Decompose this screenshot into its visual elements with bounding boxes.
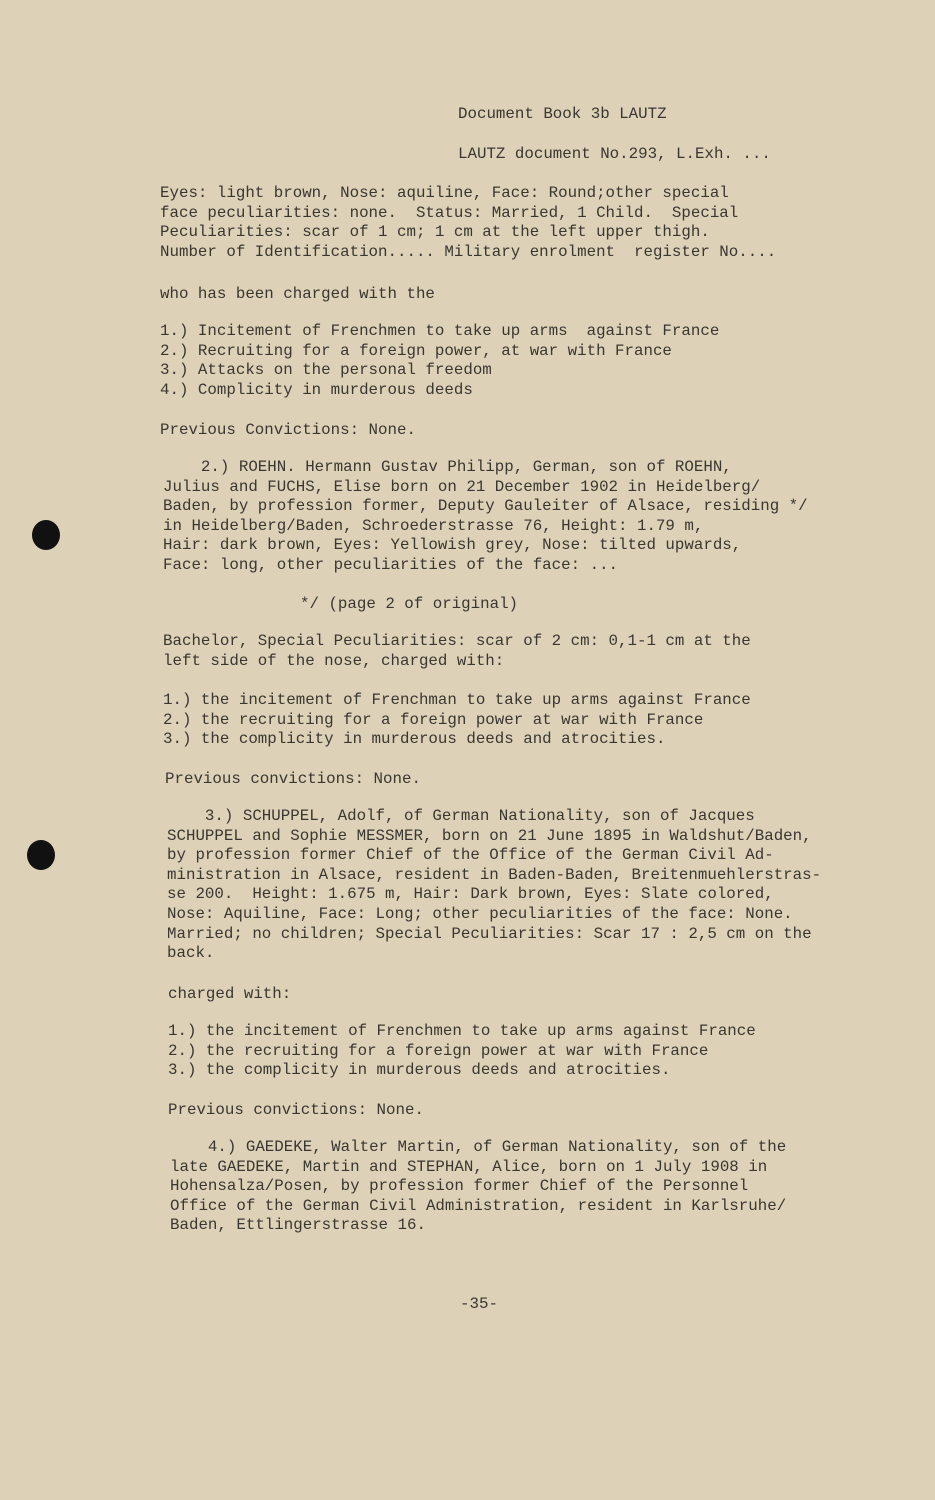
charges-list-1: 1.) Incitement of Frenchmen to take up arms against France 2.) Recruiting for a foreign power, at war with France 3.) Attacks on the personal freedom 4.) Complicity in murderous deeds <box>160 322 720 399</box>
charged-intro-3: charged with: <box>168 985 292 1003</box>
document-number: LAUTZ document No.293, L.Exh. ... <box>458 145 771 163</box>
paragraph-gaedeke: 4.) GAEDEKE, Walter Martin, of German Nationality, son of the late GAEDEKE, Martin and STEPHAN, Alice, born on 1 July 1908 in Hohensalza/Posen, by profession former Chief of the Personnel Office of the German Civil Administration, resident in Karlsruhe/ Baden, Ettlingerstrasse 16. <box>170 1138 787 1235</box>
charges-list-3: 1.) the incitement of Frenchmen to take up arms against France 2.) the recruiting for a foreign power at war with France 3.) the complicity in murderous deeds and atrocities. <box>168 1022 756 1080</box>
paragraph-roehn-continued: Bachelor, Special Peculiarities: scar of 2 cm: 0,1-1 cm at the left side of the nose, charged with: <box>163 632 751 670</box>
paragraph-description-1: Eyes: light brown, Nose: aquiline, Face: Round;other special face peculiarities: none. Status: Married, 1 Child. Special Peculiarities: scar of 1 cm; 1 cm at the left upper thigh. Number of Identification..... Military enrolment register No.... <box>160 184 777 261</box>
charges-list-2: 1.) the incitement of Frenchman to take up arms against France 2.) the recruiting for a foreign power at war with France 3.) the complicity in murderous deeds and atrocities. <box>163 691 751 749</box>
page-footnote: */ (page 2 of original) <box>300 595 519 613</box>
punch-hole <box>27 840 55 870</box>
previous-convictions-3: Previous convictions: None. <box>168 1101 424 1119</box>
previous-convictions-1: Previous Convictions: None. <box>160 421 416 439</box>
paragraph-roehn: 2.) ROEHN. Hermann Gustav Philipp, German, son of ROEHN, Julius and FUCHS, Elise born on 21 December 1902 in Heidelberg/ Baden, by profession former, Deputy Gauleiter of Alsace, residing */ in Heidelberg/Baden, Schroederstrasse 76, Height: 1.79 m, Hair: dark brown, Eyes: Yellowish grey, Nose: tilted upwards, Face: long, other peculiarities of the face: ... <box>163 458 808 574</box>
page-number: -35- <box>460 1295 498 1313</box>
charged-intro-1: who has been charged with the <box>160 285 435 303</box>
previous-convictions-2: Previous convictions: None. <box>165 770 421 788</box>
paragraph-schuppel: 3.) SCHUPPEL, Adolf, of German Nationality, son of Jacques SCHUPPEL and Sophie MESSMER, born on 21 June 1895 in Waldshut/Baden, by profession former Chief of the Office of the German Civil Ad- ministration in Alsace, resident in Baden-Baden, Breitenmuehlerstras- se 200. Height: 1.675 m, Hair: Dark brown, Eyes: Slate colored, Nose: Aquiline, Face: Long; other peculiarities of the face: None. Married; no children; Special Peculiarities: Scar 17 : 2,5 cm on the back. <box>167 807 822 963</box>
document-book-header: Document Book 3b LAUTZ <box>458 105 667 123</box>
punch-hole <box>32 520 60 550</box>
